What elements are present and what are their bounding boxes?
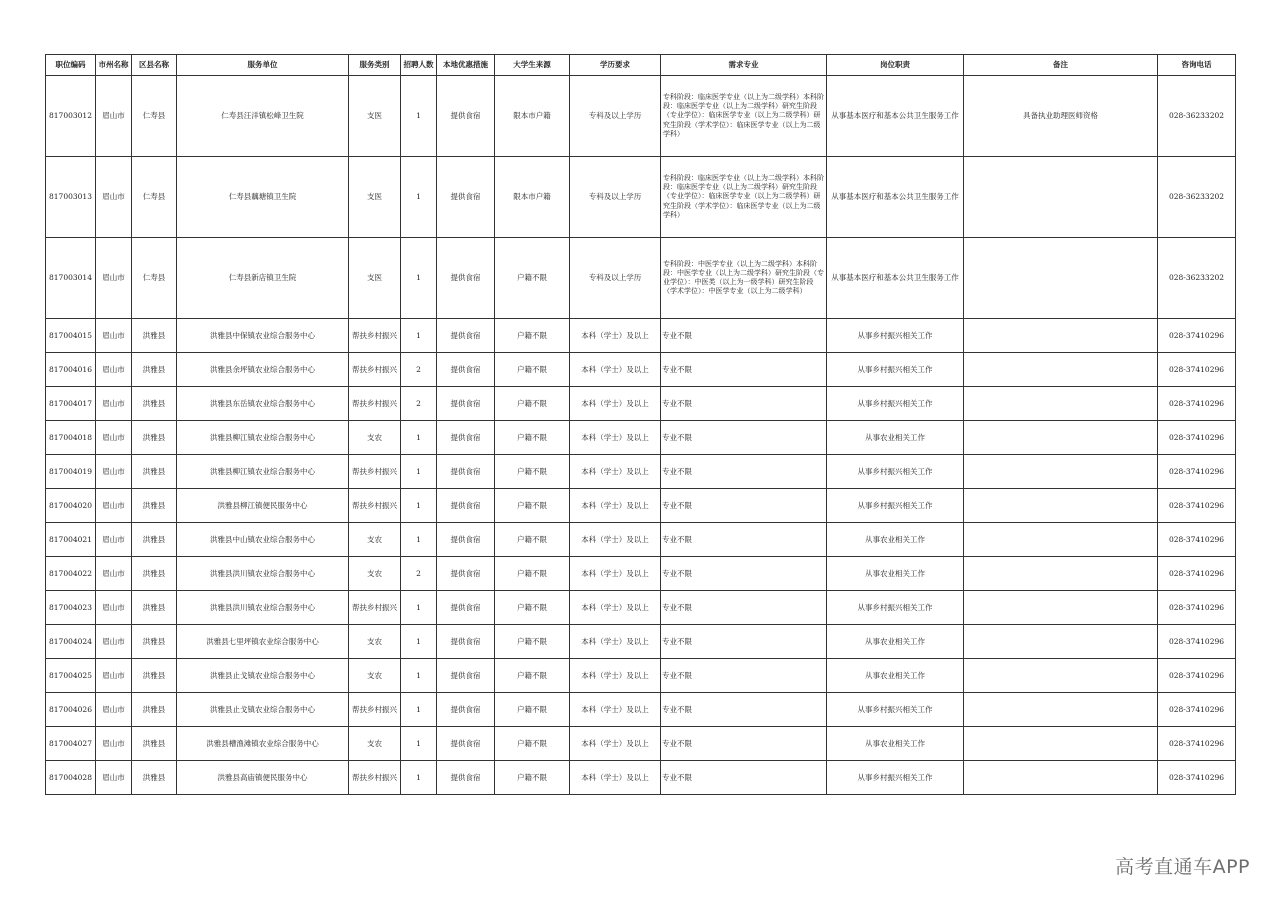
hire-count-cell: 1 xyxy=(401,659,437,693)
column-header: 咨询电话 xyxy=(1158,55,1236,76)
table-row xyxy=(46,625,1236,659)
table-row xyxy=(46,557,1236,591)
local-benefit-cell: 提供食宿 xyxy=(437,557,495,591)
remark-cell xyxy=(964,625,1158,659)
required-major-cell: 专业不限 xyxy=(661,319,827,353)
city-name-cell: 眉山市 xyxy=(96,693,132,727)
local-benefit-cell: 提供食宿 xyxy=(437,591,495,625)
hire-count-cell: 1 xyxy=(401,76,437,157)
column-header: 本地优惠措施 xyxy=(437,55,495,76)
table-row xyxy=(46,693,1236,727)
hire-count-cell: 1 xyxy=(401,319,437,353)
service-unit-cell: 洪雅县七里坪镇农业综合服务中心 xyxy=(177,625,349,659)
local-benefit-cell: 提供食宿 xyxy=(437,523,495,557)
remark-cell xyxy=(964,489,1158,523)
service-category-cell: 帮扶乡村振兴 xyxy=(349,761,401,795)
recruitment-table-container xyxy=(45,54,1236,795)
student-source-cell: 户籍不限 xyxy=(495,557,570,591)
service-category-cell: 支农 xyxy=(349,557,401,591)
table-row xyxy=(46,761,1236,795)
city-name-cell: 眉山市 xyxy=(96,455,132,489)
county-name-cell: 仁寿县 xyxy=(132,76,177,157)
contact-phone-cell: 028-37410296 xyxy=(1158,489,1236,523)
education-requirement-cell: 本科（学士）及以上 xyxy=(570,761,661,795)
education-requirement-cell: 本科（学士）及以上 xyxy=(570,591,661,625)
contact-phone-cell: 028-37410296 xyxy=(1158,625,1236,659)
local-benefit-cell: 提供食宿 xyxy=(437,319,495,353)
required-major-cell: 专业不限 xyxy=(661,557,827,591)
remark-cell xyxy=(964,387,1158,421)
student-source-cell: 限本市户籍 xyxy=(495,157,570,238)
service-unit-cell: 洪雅县中保镇农业综合服务中心 xyxy=(177,319,349,353)
hire-count-cell: 1 xyxy=(401,238,437,319)
education-requirement-cell: 本科（学士）及以上 xyxy=(570,727,661,761)
service-category-cell: 帮扶乡村振兴 xyxy=(349,693,401,727)
city-name-cell: 眉山市 xyxy=(96,238,132,319)
student-source-cell: 户籍不限 xyxy=(495,489,570,523)
service-category-cell: 支医 xyxy=(349,76,401,157)
city-name-cell: 眉山市 xyxy=(96,421,132,455)
required-major-cell: 专业不限 xyxy=(661,591,827,625)
required-major-cell: 专业不限 xyxy=(661,659,827,693)
column-header: 岗位职责 xyxy=(827,55,964,76)
local-benefit-cell: 提供食宿 xyxy=(437,387,495,421)
service-category-cell: 帮扶乡村振兴 xyxy=(349,387,401,421)
county-name-cell: 洪雅县 xyxy=(132,557,177,591)
city-name-cell: 眉山市 xyxy=(96,557,132,591)
city-name-cell: 眉山市 xyxy=(96,353,132,387)
required-major-cell: 专业不限 xyxy=(661,489,827,523)
student-source-cell: 户籍不限 xyxy=(495,625,570,659)
job-duty-cell: 从事农业相关工作 xyxy=(827,421,964,455)
hire-count-cell: 1 xyxy=(401,693,437,727)
job-duty-cell: 从事农业相关工作 xyxy=(827,523,964,557)
education-requirement-cell: 本科（学士）及以上 xyxy=(570,353,661,387)
local-benefit-cell: 提供食宿 xyxy=(437,76,495,157)
required-major-cell: 专科阶段：中医学专业（以上为二级学科）本科阶段：中医学专业（以上为二级学科）研究生阶段（专业学位）：中医类（以上为一级学科）研究生阶段（学术学位）：中医学专业（以上为二级学科） xyxy=(661,238,827,319)
service-unit-cell: 仁寿县汪洋镇松峰卫生院 xyxy=(177,76,349,157)
contact-phone-cell: 028-37410296 xyxy=(1158,319,1236,353)
student-source-cell: 户籍不限 xyxy=(495,455,570,489)
local-benefit-cell: 提供食宿 xyxy=(437,625,495,659)
service-category-cell: 帮扶乡村振兴 xyxy=(349,591,401,625)
required-major-cell: 专业不限 xyxy=(661,693,827,727)
job-duty-cell: 从事乡村振兴相关工作 xyxy=(827,455,964,489)
service-unit-cell: 洪雅县止戈镇农业综合服务中心 xyxy=(177,693,349,727)
county-name-cell: 洪雅县 xyxy=(132,353,177,387)
student-source-cell: 户籍不限 xyxy=(495,353,570,387)
student-source-cell: 户籍不限 xyxy=(495,693,570,727)
service-category-cell: 帮扶乡村振兴 xyxy=(349,489,401,523)
city-name-cell: 眉山市 xyxy=(96,387,132,421)
service-unit-cell: 洪雅县柳江镇便民服务中心 xyxy=(177,489,349,523)
service-category-cell: 帮扶乡村振兴 xyxy=(349,353,401,387)
local-benefit-cell: 提供食宿 xyxy=(437,421,495,455)
job-duty-cell: 从事农业相关工作 xyxy=(827,557,964,591)
contact-phone-cell: 028-37410296 xyxy=(1158,421,1236,455)
position-code-cell: 817003013 xyxy=(46,157,96,238)
contact-phone-cell: 028-37410296 xyxy=(1158,387,1236,421)
contact-phone-cell: 028-37410296 xyxy=(1158,761,1236,795)
contact-phone-cell: 028-37410296 xyxy=(1158,693,1236,727)
table-row xyxy=(46,353,1236,387)
education-requirement-cell: 本科（学士）及以上 xyxy=(570,421,661,455)
remark-cell xyxy=(964,523,1158,557)
header-row xyxy=(46,55,1236,76)
job-duty-cell: 从事基本医疗和基本公共卫生服务工作 xyxy=(827,238,964,319)
hire-count-cell: 1 xyxy=(401,157,437,238)
required-major-cell: 专业不限 xyxy=(661,387,827,421)
education-requirement-cell: 本科（学士）及以上 xyxy=(570,625,661,659)
student-source-cell: 户籍不限 xyxy=(495,523,570,557)
job-duty-cell: 从事乡村振兴相关工作 xyxy=(827,761,964,795)
remark-cell xyxy=(964,455,1158,489)
student-source-cell: 户籍不限 xyxy=(495,761,570,795)
county-name-cell: 洪雅县 xyxy=(132,693,177,727)
hire-count-cell: 1 xyxy=(401,455,437,489)
table-row xyxy=(46,489,1236,523)
education-requirement-cell: 专科及以上学历 xyxy=(570,76,661,157)
remark-cell xyxy=(964,238,1158,319)
service-unit-cell: 洪雅县柳江镇农业综合服务中心 xyxy=(177,421,349,455)
required-major-cell: 专业不限 xyxy=(661,455,827,489)
position-code-cell: 817004021 xyxy=(46,523,96,557)
hire-count-cell: 1 xyxy=(401,489,437,523)
column-header: 区县名称 xyxy=(132,55,177,76)
position-code-cell: 817004024 xyxy=(46,625,96,659)
job-duty-cell: 从事农业相关工作 xyxy=(827,625,964,659)
remark-cell: 具备执业助理医师资格 xyxy=(964,76,1158,157)
position-code-cell: 817004025 xyxy=(46,659,96,693)
contact-phone-cell: 028-37410296 xyxy=(1158,659,1236,693)
table-row xyxy=(46,157,1236,238)
local-benefit-cell: 提供食宿 xyxy=(437,659,495,693)
student-source-cell: 户籍不限 xyxy=(495,238,570,319)
table-row xyxy=(46,421,1236,455)
column-header: 备注 xyxy=(964,55,1158,76)
table-row xyxy=(46,659,1236,693)
column-header: 职位编码 xyxy=(46,55,96,76)
contact-phone-cell: 028-37410296 xyxy=(1158,591,1236,625)
service-category-cell: 支医 xyxy=(349,157,401,238)
county-name-cell: 洪雅县 xyxy=(132,761,177,795)
student-source-cell: 户籍不限 xyxy=(495,659,570,693)
remark-cell xyxy=(964,421,1158,455)
column-header: 需求专业 xyxy=(661,55,827,76)
county-name-cell: 洪雅县 xyxy=(132,727,177,761)
table-body xyxy=(46,76,1236,795)
table-row xyxy=(46,76,1236,157)
remark-cell xyxy=(964,319,1158,353)
education-requirement-cell: 本科（学士）及以上 xyxy=(570,693,661,727)
county-name-cell: 洪雅县 xyxy=(132,387,177,421)
job-duty-cell: 从事乡村振兴相关工作 xyxy=(827,591,964,625)
job-duty-cell: 从事基本医疗和基本公共卫生服务工作 xyxy=(827,157,964,238)
city-name-cell: 眉山市 xyxy=(96,76,132,157)
job-duty-cell: 从事乡村振兴相关工作 xyxy=(827,693,964,727)
remark-cell xyxy=(964,727,1158,761)
county-name-cell: 洪雅县 xyxy=(132,659,177,693)
county-name-cell: 洪雅县 xyxy=(132,319,177,353)
local-benefit-cell: 提供食宿 xyxy=(437,157,495,238)
hire-count-cell: 1 xyxy=(401,523,437,557)
table-row xyxy=(46,727,1236,761)
position-code-cell: 817004023 xyxy=(46,591,96,625)
student-source-cell: 户籍不限 xyxy=(495,727,570,761)
contact-phone-cell: 028-37410296 xyxy=(1158,455,1236,489)
job-duty-cell: 从事农业相关工作 xyxy=(827,727,964,761)
service-category-cell: 支农 xyxy=(349,523,401,557)
service-unit-cell: 洪雅县高庙镇便民服务中心 xyxy=(177,761,349,795)
hire-count-cell: 2 xyxy=(401,353,437,387)
hire-count-cell: 1 xyxy=(401,421,437,455)
service-unit-cell: 洪雅县柳江镇农业综合服务中心 xyxy=(177,455,349,489)
position-code-cell: 817004019 xyxy=(46,455,96,489)
position-code-cell: 817004015 xyxy=(46,319,96,353)
column-header: 服务单位 xyxy=(177,55,349,76)
required-major-cell: 专业不限 xyxy=(661,727,827,761)
required-major-cell: 专业不限 xyxy=(661,353,827,387)
hire-count-cell: 1 xyxy=(401,625,437,659)
local-benefit-cell: 提供食宿 xyxy=(437,693,495,727)
education-requirement-cell: 本科（学士）及以上 xyxy=(570,659,661,693)
local-benefit-cell: 提供食宿 xyxy=(437,353,495,387)
education-requirement-cell: 本科（学士）及以上 xyxy=(570,319,661,353)
student-source-cell: 户籍不限 xyxy=(495,421,570,455)
service-category-cell: 帮扶乡村振兴 xyxy=(349,455,401,489)
local-benefit-cell: 提供食宿 xyxy=(437,455,495,489)
service-category-cell: 支农 xyxy=(349,421,401,455)
service-unit-cell: 仁寿县藕塘镇卫生院 xyxy=(177,157,349,238)
education-requirement-cell: 本科（学士）及以上 xyxy=(570,489,661,523)
position-code-cell: 817004017 xyxy=(46,387,96,421)
city-name-cell: 眉山市 xyxy=(96,523,132,557)
table-row xyxy=(46,319,1236,353)
local-benefit-cell: 提供食宿 xyxy=(437,238,495,319)
service-unit-cell: 洪雅县洪川镇农业综合服务中心 xyxy=(177,557,349,591)
position-code-cell: 817004016 xyxy=(46,353,96,387)
service-category-cell: 支医 xyxy=(349,238,401,319)
remark-cell xyxy=(964,693,1158,727)
position-code-cell: 817004027 xyxy=(46,727,96,761)
city-name-cell: 眉山市 xyxy=(96,625,132,659)
local-benefit-cell: 提供食宿 xyxy=(437,489,495,523)
table-row xyxy=(46,591,1236,625)
remark-cell xyxy=(964,157,1158,238)
remark-cell xyxy=(964,557,1158,591)
position-code-cell: 817004022 xyxy=(46,557,96,591)
local-benefit-cell: 提供食宿 xyxy=(437,727,495,761)
contact-phone-cell: 028-37410296 xyxy=(1158,727,1236,761)
county-name-cell: 洪雅县 xyxy=(132,489,177,523)
hire-count-cell: 1 xyxy=(401,591,437,625)
city-name-cell: 眉山市 xyxy=(96,761,132,795)
education-requirement-cell: 专科及以上学历 xyxy=(570,238,661,319)
job-duty-cell: 从事农业相关工作 xyxy=(827,659,964,693)
required-major-cell: 专业不限 xyxy=(661,761,827,795)
watermark-text: 高考直通车APP xyxy=(1115,856,1250,878)
job-duty-cell: 从事乡村振兴相关工作 xyxy=(827,353,964,387)
column-header: 大学生来源 xyxy=(495,55,570,76)
city-name-cell: 眉山市 xyxy=(96,319,132,353)
contact-phone-cell: 028-37410296 xyxy=(1158,353,1236,387)
education-requirement-cell: 本科（学士）及以上 xyxy=(570,523,661,557)
hire-count-cell: 2 xyxy=(401,557,437,591)
column-header: 市州名称 xyxy=(96,55,132,76)
county-name-cell: 洪雅县 xyxy=(132,421,177,455)
service-unit-cell: 洪雅县槽渔滩镇农业综合服务中心 xyxy=(177,727,349,761)
student-source-cell: 限本市户籍 xyxy=(495,76,570,157)
service-unit-cell: 洪雅县余坪镇农业综合服务中心 xyxy=(177,353,349,387)
contact-phone-cell: 028-36233202 xyxy=(1158,157,1236,238)
city-name-cell: 眉山市 xyxy=(96,591,132,625)
county-name-cell: 仁寿县 xyxy=(132,238,177,319)
remark-cell xyxy=(964,353,1158,387)
student-source-cell: 户籍不限 xyxy=(495,591,570,625)
county-name-cell: 洪雅县 xyxy=(132,455,177,489)
job-duty-cell: 从事乡村振兴相关工作 xyxy=(827,387,964,421)
service-unit-cell: 洪雅县止戈镇农业综合服务中心 xyxy=(177,659,349,693)
table-row xyxy=(46,523,1236,557)
position-code-cell: 817003012 xyxy=(46,76,96,157)
service-unit-cell: 洪雅县洪川镇农业综合服务中心 xyxy=(177,591,349,625)
service-category-cell: 支农 xyxy=(349,659,401,693)
service-unit-cell: 洪雅县东岳镇农业综合服务中心 xyxy=(177,387,349,421)
column-header: 招聘人数 xyxy=(401,55,437,76)
city-name-cell: 眉山市 xyxy=(96,489,132,523)
required-major-cell: 专科阶段：临床医学专业（以上为二级学科）本科阶段：临床医学专业（以上为二级学科）研究生阶段（专业学位）：临床医学专业（以上为二级学科）研究生阶段（学术学位）：临床医学专业（以上为二级学科） xyxy=(661,157,827,238)
contact-phone-cell: 028-37410296 xyxy=(1158,557,1236,591)
recruitment-table xyxy=(45,54,1236,795)
city-name-cell: 眉山市 xyxy=(96,157,132,238)
service-category-cell: 支农 xyxy=(349,625,401,659)
job-duty-cell: 从事基本医疗和基本公共卫生服务工作 xyxy=(827,76,964,157)
position-code-cell: 817003014 xyxy=(46,238,96,319)
contact-phone-cell: 028-37410296 xyxy=(1158,523,1236,557)
service-category-cell: 支农 xyxy=(349,727,401,761)
hire-count-cell: 1 xyxy=(401,727,437,761)
position-code-cell: 817004018 xyxy=(46,421,96,455)
position-code-cell: 817004026 xyxy=(46,693,96,727)
required-major-cell: 专业不限 xyxy=(661,421,827,455)
student-source-cell: 户籍不限 xyxy=(495,387,570,421)
city-name-cell: 眉山市 xyxy=(96,659,132,693)
county-name-cell: 洪雅县 xyxy=(132,523,177,557)
table-row xyxy=(46,238,1236,319)
service-unit-cell: 洪雅县中山镇农业综合服务中心 xyxy=(177,523,349,557)
service-category-cell: 帮扶乡村振兴 xyxy=(349,319,401,353)
hire-count-cell: 2 xyxy=(401,387,437,421)
column-header: 服务类别 xyxy=(349,55,401,76)
position-code-cell: 817004028 xyxy=(46,761,96,795)
table-row xyxy=(46,455,1236,489)
contact-phone-cell: 028-36233202 xyxy=(1158,238,1236,319)
job-duty-cell: 从事乡村振兴相关工作 xyxy=(827,319,964,353)
local-benefit-cell: 提供食宿 xyxy=(437,761,495,795)
city-name-cell: 眉山市 xyxy=(96,727,132,761)
job-duty-cell: 从事乡村振兴相关工作 xyxy=(827,489,964,523)
required-major-cell: 专业不限 xyxy=(661,625,827,659)
education-requirement-cell: 本科（学士）及以上 xyxy=(570,455,661,489)
student-source-cell: 户籍不限 xyxy=(495,319,570,353)
hire-count-cell: 1 xyxy=(401,761,437,795)
required-major-cell: 专科阶段：临床医学专业（以上为二级学科）本科阶段：临床医学专业（以上为二级学科）研究生阶段（专业学位）：临床医学专业（以上为二级学科）研究生阶段（学术学位）：临床医学专业（以上为二级学科） xyxy=(661,76,827,157)
education-requirement-cell: 本科（学士）及以上 xyxy=(570,387,661,421)
service-unit-cell: 仁寿县新店镇卫生院 xyxy=(177,238,349,319)
required-major-cell: 专业不限 xyxy=(661,523,827,557)
education-requirement-cell: 本科（学士）及以上 xyxy=(570,557,661,591)
table-row xyxy=(46,387,1236,421)
remark-cell xyxy=(964,761,1158,795)
remark-cell xyxy=(964,659,1158,693)
contact-phone-cell: 028-36233202 xyxy=(1158,76,1236,157)
position-code-cell: 817004020 xyxy=(46,489,96,523)
column-header: 学历要求 xyxy=(570,55,661,76)
remark-cell xyxy=(964,591,1158,625)
county-name-cell: 洪雅县 xyxy=(132,625,177,659)
county-name-cell: 洪雅县 xyxy=(132,591,177,625)
education-requirement-cell: 专科及以上学历 xyxy=(570,157,661,238)
county-name-cell: 仁寿县 xyxy=(132,157,177,238)
